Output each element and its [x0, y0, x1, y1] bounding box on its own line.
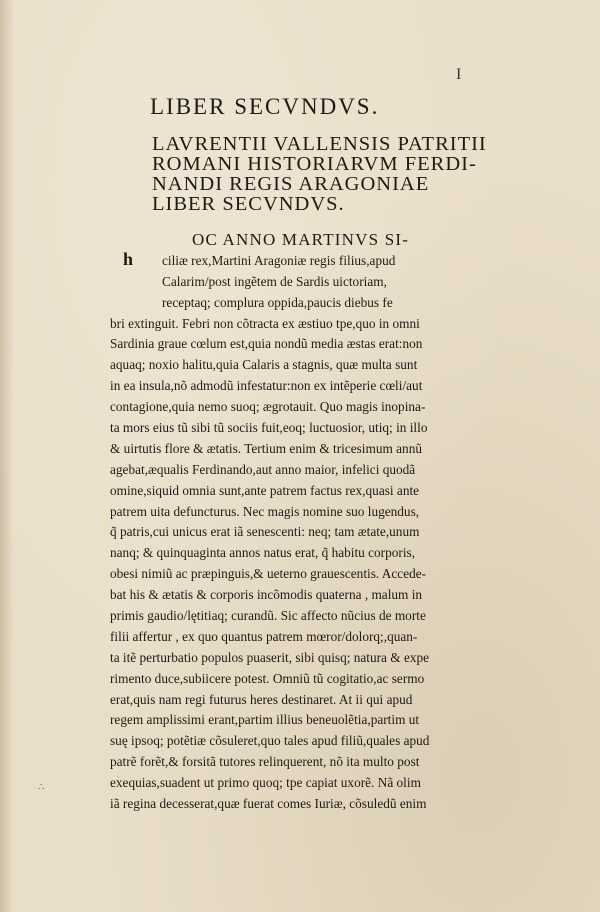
text-line: suę ipsoq; potẽtiæ cõsuleret,quo tales apud filiũ,quales apud: [110, 733, 430, 749]
guide-letter: h: [123, 249, 134, 269]
text-line: Sardinia graue cœlum est,quia nondũ media æstas erat:non: [110, 336, 423, 352]
text-line: patrem uita defuncturus. Nec magis nomine suo lugendus,: [110, 503, 420, 519]
text-line: contagione,quia nemo suoq; ægrotauit. Quo magis inopina-: [110, 399, 426, 415]
text-line: bat his & ætatis & corporis incõmodis quaterna , malum in: [110, 587, 423, 603]
text-line: obesi nimiũ ac præpinguis,& ueterno grauescentis. Accede-: [110, 566, 427, 582]
text-line: primis gaudio/lętitiaq; curandũ. Sic affecto nũcius de morte: [110, 608, 426, 624]
text-line: omine,siquid omnia sunt,ante patrem factus rex,quasi ante: [110, 482, 420, 498]
chapter-title: [152, 133, 487, 215]
title-line: ROMANI HISTORIARVM FERDI-: [152, 153, 477, 175]
text-line: ciliæ rex,Martini Aragoniæ regis filius,apud: [162, 252, 396, 268]
margin-mark: ∴: [38, 782, 45, 793]
body-text: [110, 230, 460, 815]
title-line: LAVRENTII VALLENSIS PATRITII: [152, 133, 487, 155]
text-line: filii affertur , ex quo quantus patrem mœror/dolorq;,quan-: [110, 628, 418, 644]
text-line: agebat,æqualis Ferdinando,aut anno maior, infelici quodã: [110, 461, 416, 477]
text-line: rimento duce,subiicere potest. Omniũ tũ cogitatio,ac sermo: [110, 670, 425, 686]
folio-number: I: [456, 66, 462, 83]
text-line: q̃ patris,cui unicus erat iã senescenti: neq; tam ætate,unum: [110, 524, 420, 540]
text-line: patrẽ forẽt,& forsitã tutores relinquerent, nõ ita multo post: [110, 754, 420, 770]
text-line: receptaq; complura oppida,paucis diebus fe: [162, 294, 393, 310]
text-line: bri extinguit. Febri non cõtracta ex æstiuo tpe,quo in omni: [110, 315, 420, 331]
text-line: & uirtutis flore & ætatis. Tertium enim & tricesimum annũ: [110, 440, 422, 456]
text-line: Calarim/post ingẽtem de Sardis uictoriam,: [162, 273, 387, 289]
page-gutter-shadow: [0, 0, 14, 912]
running-head: LIBER SECVNDVS.: [150, 94, 380, 119]
text-line: in ea insula,nõ admodũ infestatur:non ex intẽperie cœli/aut: [110, 378, 423, 394]
text-line: iã regina decesserat,quæ fuerat comes Iuriæ, cõsuledũ enim: [110, 796, 427, 812]
text-line: erat,quis nam regi futurus heres destinaret. At ii qui apud: [110, 691, 413, 707]
text-line: ta mors eius tũ sibi tũ sociis fuit,eoq; luctuosior, utiq; in illo: [110, 420, 428, 436]
text-line: ta itẽ perturbatio populos puaserit, sibi quisq; natura & expe: [110, 649, 430, 665]
text-line: OC ANNO MARTINVS SI-: [192, 230, 410, 249]
text-line: exequias,suadent ut primo quoq; tpe capiat uxorẽ. Nã olim: [110, 775, 421, 791]
title-line: LIBER SECVNDVS.: [152, 193, 345, 215]
text-line: aquaq; noxio halitu,quia Calaris a stagnis, quæ multa sunt: [110, 357, 418, 373]
title-line: NANDI REGIS ARAGONIAE: [152, 173, 430, 195]
text-line: regem amplissimi erant,partim illius beneuolẽtia,partim ut: [110, 712, 420, 728]
text-line: nanq; & quinquaginta annos natus erat, q̃ habitu corporis,: [110, 545, 416, 561]
